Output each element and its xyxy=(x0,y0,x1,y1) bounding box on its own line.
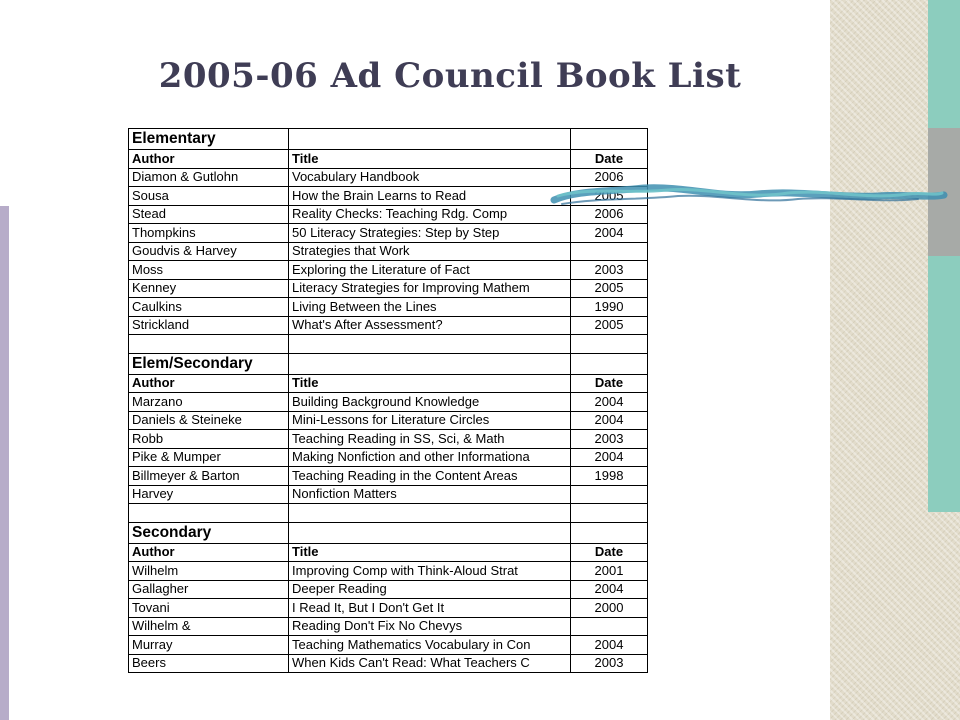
title-cell: Teaching Reading in the Content Areas xyxy=(289,467,571,486)
date-cell: 2004 xyxy=(571,411,648,430)
table-row xyxy=(129,430,648,449)
date-cell: 2006 xyxy=(571,205,648,224)
title-cell: Building Background Knowledge xyxy=(289,393,571,412)
empty-cell xyxy=(571,522,648,543)
empty-cell xyxy=(289,504,571,523)
empty-cell xyxy=(571,129,648,150)
empty-cell xyxy=(289,353,571,374)
table-row xyxy=(129,580,648,599)
title-cell: Reading Don't Fix No Chevys xyxy=(289,617,571,636)
author-cell: Goudvis & Harvey xyxy=(129,242,289,261)
section-header-row xyxy=(129,353,648,374)
table-row xyxy=(129,261,648,280)
date-column-header: Date xyxy=(571,374,648,393)
title-cell: Mini-Lessons for Literature Circles xyxy=(289,411,571,430)
date-cell xyxy=(571,485,648,504)
title-column-header: Title xyxy=(289,150,571,169)
title-cell: Exploring the Literature of Fact xyxy=(289,261,571,280)
spacer-row xyxy=(129,504,648,523)
title-cell: Improving Comp with Think-Aloud Strat xyxy=(289,562,571,581)
empty-cell xyxy=(129,504,289,523)
table-row xyxy=(129,654,648,673)
title-cell: Teaching Mathematics Vocabulary in Con xyxy=(289,636,571,655)
title-cell: Living Between the Lines xyxy=(289,298,571,317)
title-column-header: Title xyxy=(289,374,571,393)
table-row xyxy=(129,242,648,261)
title-cell: 50 Literacy Strategies: Step by Step xyxy=(289,224,571,243)
title-cell: Making Nonfiction and other Informationa xyxy=(289,448,571,467)
column-header-row xyxy=(129,150,648,169)
empty-cell xyxy=(289,335,571,354)
table-row xyxy=(129,467,648,486)
table-row xyxy=(129,562,648,581)
date-cell: 2004 xyxy=(571,636,648,655)
date-cell: 1998 xyxy=(571,467,648,486)
date-cell: 2000 xyxy=(571,599,648,618)
author-cell: Pike & Mumper xyxy=(129,448,289,467)
title-cell: Vocabulary Handbook xyxy=(289,168,571,187)
author-cell: Diamon & Gutlohn xyxy=(129,168,289,187)
date-cell: 2001 xyxy=(571,562,648,581)
date-cell xyxy=(571,242,648,261)
empty-cell xyxy=(289,129,571,150)
author-column-header: Author xyxy=(129,374,289,393)
date-cell: 2006 xyxy=(571,168,648,187)
author-cell: Murray xyxy=(129,636,289,655)
author-cell: Daniels & Steineke xyxy=(129,411,289,430)
author-cell: Kenney xyxy=(129,279,289,298)
table-row xyxy=(129,411,648,430)
table-row xyxy=(129,485,648,504)
author-cell: Billmeyer & Barton xyxy=(129,467,289,486)
section-name: Elem/Secondary xyxy=(129,353,289,374)
table-row xyxy=(129,448,648,467)
date-cell: 2004 xyxy=(571,224,648,243)
empty-cell xyxy=(571,353,648,374)
section-name: Elementary xyxy=(129,129,289,150)
table-row xyxy=(129,617,648,636)
author-cell: Strickland xyxy=(129,316,289,335)
spacer-row xyxy=(129,335,648,354)
title-cell: What's After Assessment? xyxy=(289,316,571,335)
table-row xyxy=(129,316,648,335)
title-cell: Nonfiction Matters xyxy=(289,485,571,504)
title-cell: Reality Checks: Teaching Rdg. Comp xyxy=(289,205,571,224)
empty-cell xyxy=(289,522,571,543)
author-cell: Robb xyxy=(129,430,289,449)
empty-cell xyxy=(571,504,648,523)
author-cell: Moss xyxy=(129,261,289,280)
date-cell: 2005 xyxy=(571,316,648,335)
decorative-squiggle xyxy=(548,178,948,214)
table-row xyxy=(129,599,648,618)
date-column-header: Date xyxy=(571,150,648,169)
author-cell: Wilhelm xyxy=(129,562,289,581)
left-accent-bar xyxy=(0,206,9,720)
slide-title: 2005-06 Ad Council Book List xyxy=(158,56,742,96)
teal-accent-band xyxy=(928,0,960,512)
date-column-header: Date xyxy=(571,543,648,562)
title-cell: How the Brain Learns to Read xyxy=(289,187,571,206)
section-header-row xyxy=(129,129,648,150)
empty-cell xyxy=(571,335,648,354)
table-row xyxy=(129,279,648,298)
author-cell: Stead xyxy=(129,205,289,224)
column-header-row xyxy=(129,374,648,393)
date-cell: 2005 xyxy=(571,279,648,298)
date-cell: 2004 xyxy=(571,448,648,467)
date-cell: 2004 xyxy=(571,580,648,599)
author-column-header: Author xyxy=(129,150,289,169)
table-row xyxy=(129,393,648,412)
table-row xyxy=(129,298,648,317)
author-column-header: Author xyxy=(129,543,289,562)
author-cell: Tovani xyxy=(129,599,289,618)
date-cell: 1990 xyxy=(571,298,648,317)
title-cell: I Read It, But I Don't Get It xyxy=(289,599,571,618)
date-cell: 2003 xyxy=(571,430,648,449)
date-cell xyxy=(571,617,648,636)
title-cell: Teaching Reading in SS, Sci, & Math xyxy=(289,430,571,449)
table-row xyxy=(129,224,648,243)
author-cell: Thompkins xyxy=(129,224,289,243)
empty-cell xyxy=(129,335,289,354)
author-cell: Marzano xyxy=(129,393,289,412)
section-name: Secondary xyxy=(129,522,289,543)
date-cell: 2003 xyxy=(571,261,648,280)
section-header-row xyxy=(129,522,648,543)
author-cell: Caulkins xyxy=(129,298,289,317)
title-cell: Literacy Strategies for Improving Mathem xyxy=(289,279,571,298)
author-cell: Wilhelm & xyxy=(129,617,289,636)
table-row xyxy=(129,636,648,655)
title-column-header: Title xyxy=(289,543,571,562)
author-cell: Sousa xyxy=(129,187,289,206)
author-cell: Beers xyxy=(129,654,289,673)
date-cell: 2003 xyxy=(571,654,648,673)
date-cell: 2005 xyxy=(571,187,648,206)
title-cell: Deeper Reading xyxy=(289,580,571,599)
title-cell: Strategies that Work xyxy=(289,242,571,261)
title-cell: When Kids Can't Read: What Teachers C xyxy=(289,654,571,673)
column-header-row xyxy=(129,543,648,562)
author-cell: Harvey xyxy=(129,485,289,504)
author-cell: Gallagher xyxy=(129,580,289,599)
date-cell: 2004 xyxy=(571,393,648,412)
